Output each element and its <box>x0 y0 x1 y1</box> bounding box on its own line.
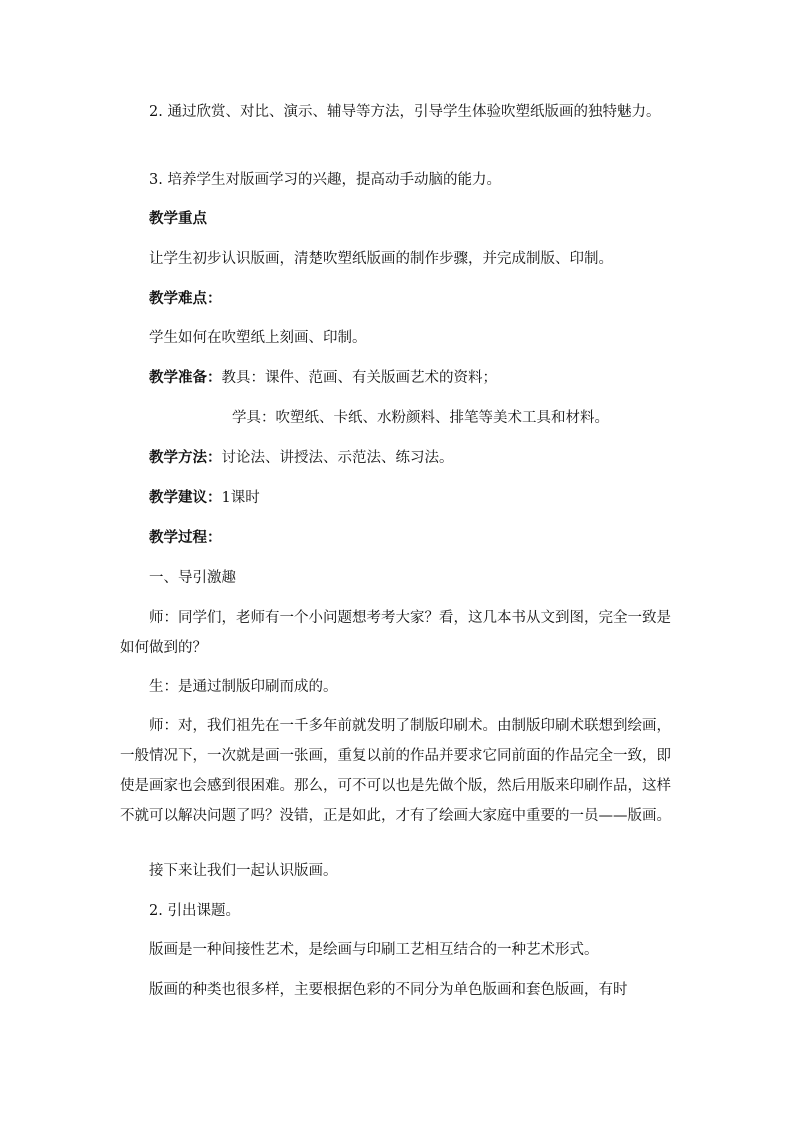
section-2-title: 2. 引出课题。 <box>149 903 240 919</box>
heading-teaching-difficulty: 教学难点： <box>149 290 222 307</box>
teaching-prep-line <box>120 363 680 393</box>
teaching-prep-student: 学具：吹塑纸、卡纸、水粉颜料、排笔等美术工具和材料。 <box>232 410 609 426</box>
heading-teaching-suggest: 教学建议： <box>149 489 222 506</box>
teaching-method-text: 讨论法、讲授法、示范法、练习法。 <box>221 450 454 466</box>
teaching-prep-teacher: 教具：课件、范画、有关版画艺术的资料； <box>221 370 497 386</box>
objective-2: 2. 通过欣赏、对比、演示、辅导等方法，引导学生体验吹塑纸版画的独特魅力。 <box>149 104 661 120</box>
printmaking-kinds: 版画的种类也很多样，主要根据色彩的不同分为单色版画和套色版画，有时 <box>149 982 628 998</box>
printmaking-definition: 版画是一种间接性艺术，是绘画与印刷工艺相互结合的一种艺术形式。 <box>149 942 599 958</box>
section-1-title: 一、导引激趣 <box>149 570 236 586</box>
heading-teaching-focus: 教学重点 <box>149 210 207 227</box>
teaching-suggest-line <box>120 483 680 513</box>
objective-3: 3. 培养学生对版画学习的兴趣，提高动手动脑的能力。 <box>149 172 501 188</box>
teacher-dialogue-2: 师：对，我们祖先在一千多年前就发明了制版印刷术。由制版印刷术联想到绘画，一般情况下，一次就是画一张画，重复以前的作品并要求它同前面的作品完全一致，即使是画家也会感到很困难。那么，可不可以也是先做个版，然后用版来印刷作品，这样不就可以解决问题了吗？没错，正是如此，才有了绘画大家庭中重要的一员——版画。 <box>120 718 671 824</box>
teaching-focus-text: 让学生初步认识版画，清楚吹塑纸版画的制作步骤，并完成制版、印制。 <box>149 251 613 267</box>
teaching-suggest-text: 1课时 <box>221 490 260 506</box>
heading-teaching-method: 教学方法： <box>149 449 222 466</box>
student-dialogue-1: 生：是通过制版印刷而成的。 <box>149 679 338 695</box>
teacher-dialogue-1: 师：同学们，老师有一个小问题想考考大家？看，这几本书从文到图，完全一致是如何做到的？ <box>120 610 671 656</box>
heading-teaching-prep: 教学准备： <box>149 369 222 386</box>
next-step-text: 接下来让我们一起认识版画。 <box>149 863 338 879</box>
heading-teaching-process: 教学过程： <box>149 529 222 546</box>
teaching-difficulty-text: 学生如何在吹塑纸上刻画、印制。 <box>149 330 367 346</box>
teaching-method-line <box>120 443 680 473</box>
